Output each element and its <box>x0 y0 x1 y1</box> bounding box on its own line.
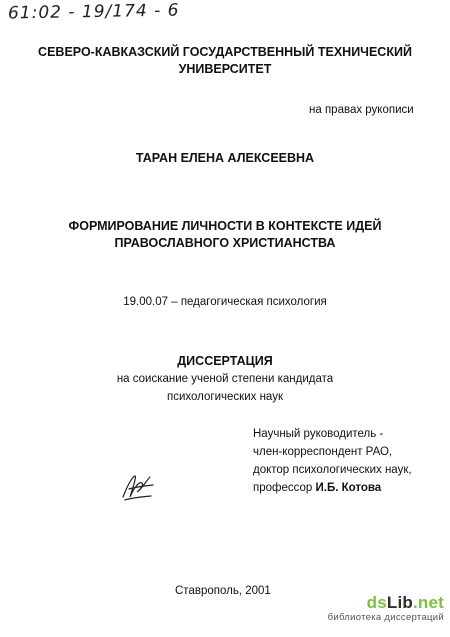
dissertation-title-line1: ФОРМИРОВАНИЕ ЛИЧНОСТИ В КОНТЕКСТЕ ИДЕЙ <box>68 219 382 233</box>
supervisor-line1: Научный руководитель - <box>253 428 384 440</box>
dissertation-title-line2: ПРАВОСЛАВНОГО ХРИСТИАНСТВА <box>114 236 336 250</box>
specialty-code: 19.00.07 – педагогическая психология <box>123 296 327 308</box>
supervisor-name: И.Б. Котова <box>315 482 382 494</box>
supervisor-line4 <box>253 482 381 494</box>
degree-line2: психологических наук <box>167 391 283 403</box>
university-name-line1: СЕВЕРО-КАВКАЗСКИЙ ГОСУДАРСТВЕННЫЙ ТЕХНИЧЕСКИЙ <box>38 45 412 59</box>
city-year: Ставрополь, 2001 <box>175 585 271 597</box>
dslib-logo: dsLib.net <box>366 593 444 612</box>
rights-note: на правах рукописи <box>309 104 414 116</box>
author-name: ТАРАН ЕЛЕНА АЛЕКСЕЕВНА <box>135 151 315 165</box>
degree-line1: на соискание ученой степени кандидата <box>116 373 334 385</box>
supervisor-line2: член-корреспондент РАО, <box>253 446 393 458</box>
university-name-line2: УНИВЕРСИТЕТ <box>178 62 272 76</box>
handwritten-archive-code: 61:02 - 19/174 - 6 <box>7 0 180 24</box>
supervisor-line3: доктор психологических наук, <box>253 464 412 476</box>
supervisor-title: профессор <box>253 482 316 494</box>
dslib-watermark <box>328 593 444 623</box>
dslib-subtitle: библиотека диссертаций <box>327 612 444 623</box>
handwritten-signature <box>120 470 156 509</box>
document-type: ДИССЕРТАЦИЯ <box>177 354 273 368</box>
